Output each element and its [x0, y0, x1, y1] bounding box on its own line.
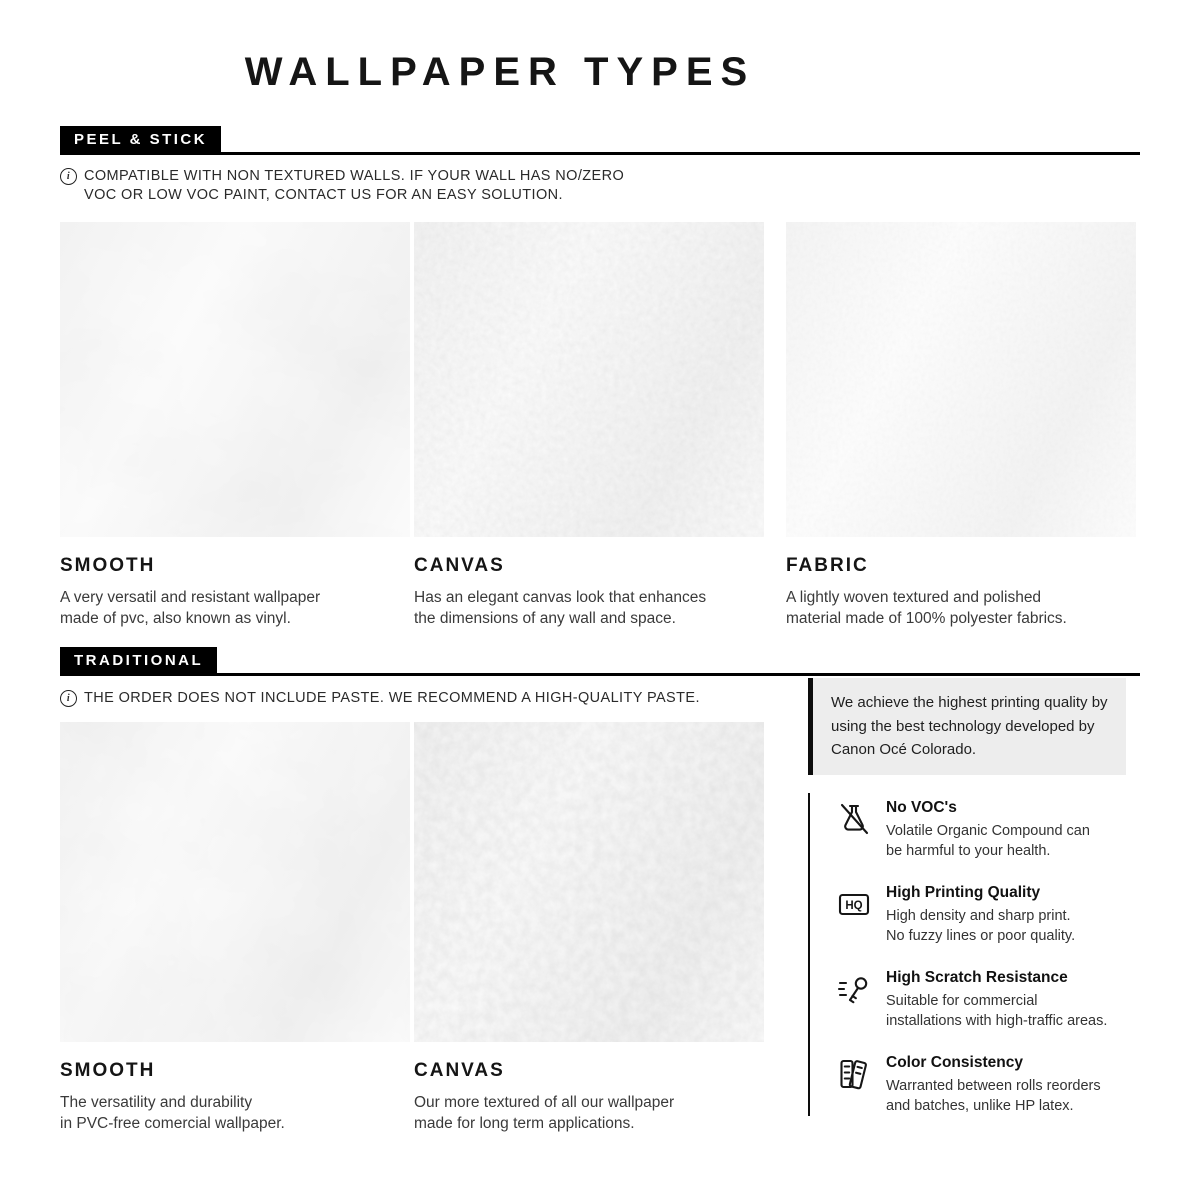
- info-icon: i: [60, 168, 77, 185]
- desc-line: A lightly woven textured and polished: [786, 589, 1042, 606]
- desc-line: Our more textured of all our wallpaper: [414, 1094, 675, 1111]
- desc-line: in PVC-free comercial wallpaper.: [60, 1115, 285, 1132]
- printing-quality-quote: We achieve the highest printing quality by using the best technology developed by Canon Océ Colorado.: [808, 678, 1126, 775]
- hq-icon-label: HQ: [845, 900, 863, 912]
- no-voc-icon: [835, 799, 873, 838]
- desc-line: material made of 100% polyester fabrics.: [786, 610, 1067, 627]
- note-line-1: THE ORDER DOES NOT INCLUDE PASTE. WE RECOMMEND A HIGH-QUALITY PASTE.: [84, 690, 700, 706]
- desc-line: Volatile Organic Compound can: [886, 823, 1090, 839]
- feature-body: [886, 1054, 1101, 1116]
- color-swatchbook-icon: [835, 1054, 873, 1093]
- feature-description: [886, 822, 1090, 861]
- fabric-texture-swatch: [786, 222, 1136, 537]
- note-line-2: VOC OR LOW VOC PAINT, CONTACT US FOR AN EASY SOLUTION.: [84, 187, 563, 203]
- desc-line: the dimensions of any wall and space.: [414, 610, 676, 627]
- feature-high-scratch-resistance: [835, 969, 1142, 1031]
- swatch-description: [414, 587, 764, 629]
- swatch-name: SMOOTH: [60, 555, 156, 576]
- desc-line: High density and sharp print.: [886, 908, 1071, 924]
- note-text: [84, 167, 624, 205]
- swatch-description: [414, 1092, 764, 1134]
- desc-line: Suitable for commercial: [886, 993, 1038, 1009]
- rough-canvas-texture-swatch: [414, 722, 764, 1042]
- info-icon: i: [60, 690, 77, 707]
- section-badge-traditional: TRADITIONAL: [60, 647, 217, 673]
- swatch-description: [60, 1092, 410, 1134]
- feature-title: High Scratch Resistance: [886, 969, 1068, 986]
- desc-line: installations with high-traffic areas.: [886, 1012, 1108, 1029]
- swatch-name: SMOOTH: [60, 1060, 156, 1081]
- feature-description: [886, 907, 1075, 946]
- feature-body: [886, 799, 1090, 861]
- swatch-name: CANVAS: [414, 1060, 505, 1081]
- desc-line: and batches, unlike HP latex.: [886, 1097, 1074, 1114]
- swatch-name: CANVAS: [414, 555, 505, 576]
- feature-description: [886, 992, 1107, 1031]
- feature-no-voc: [835, 799, 1142, 861]
- swatch-description: [60, 587, 410, 629]
- feature-color-consistency: [835, 1054, 1142, 1116]
- scratch-key-icon: [835, 969, 873, 1008]
- note-text: [84, 689, 700, 708]
- swatch-description: [786, 587, 1136, 629]
- desc-line: be harmful to your health.: [886, 842, 1051, 859]
- hq-icon: [835, 884, 873, 923]
- desc-line: A very versatil and resistant wallpaper: [60, 589, 321, 606]
- swatch-name: FABRIC: [786, 555, 869, 576]
- feature-title: No VOC's: [886, 799, 957, 816]
- traditional-note: [60, 689, 700, 708]
- feature-description: [886, 1077, 1101, 1116]
- feature-list: [808, 793, 1142, 1116]
- swatch-card-smooth-traditional: [60, 722, 410, 1134]
- swatch-card-canvas-peel: [414, 222, 764, 629]
- section-header-traditional: [60, 647, 1140, 676]
- swatch-card-canvas-traditional: [414, 722, 764, 1134]
- swatch-card-smooth-peel: [60, 222, 410, 629]
- feature-title: Color Consistency: [886, 1054, 1023, 1071]
- desc-line: No fuzzy lines or poor quality.: [886, 927, 1076, 944]
- section-header-peel-stick: [60, 126, 1140, 155]
- swatch-card-fabric-peel: [786, 222, 1136, 629]
- smooth-vinyl-texture-swatch: [60, 222, 410, 537]
- feature-title: High Printing Quality: [886, 884, 1041, 901]
- page-title: WALLPAPER TYPES: [244, 50, 756, 94]
- desc-line: Warranted between rolls reorders: [886, 1078, 1101, 1094]
- peel-stick-note: [60, 167, 624, 205]
- canvas-texture-swatch: [414, 222, 764, 537]
- desc-line: Has an elegant canvas look that enhances: [414, 589, 707, 606]
- feature-body: [886, 884, 1075, 946]
- feature-body: [886, 969, 1107, 1031]
- smooth-paper-texture-swatch: [60, 722, 410, 1042]
- feature-high-printing-quality: [835, 884, 1142, 946]
- section-badge-peel-stick: PEEL & STICK: [60, 126, 221, 152]
- desc-line: The versatility and durability: [60, 1094, 253, 1111]
- desc-line: made of pvc, also known as vinyl.: [60, 610, 291, 627]
- note-line-1: COMPATIBLE WITH NON TEXTURED WALLS. IF YOUR WALL HAS NO/ZERO: [84, 168, 625, 184]
- desc-line: made for long term applications.: [414, 1115, 635, 1132]
